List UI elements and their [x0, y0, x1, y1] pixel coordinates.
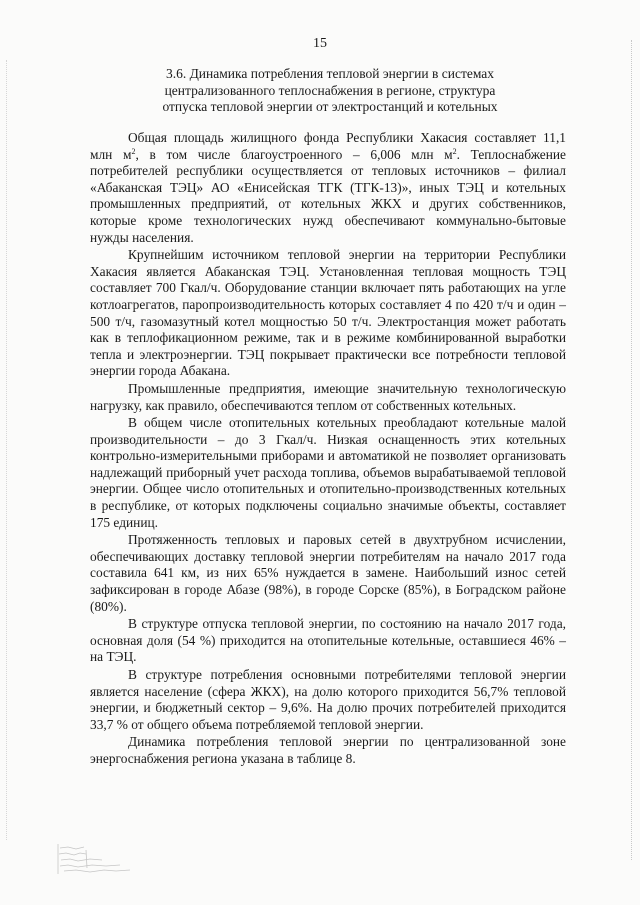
paragraph-housing-stock-part-b: , в том числе благоустроенного – 6,006 млн м — [135, 146, 453, 162]
superscript-2: 2 — [131, 146, 136, 156]
paragraph-abakan-tec: Крупнейшим источником тепловой энергии на территории Республики Хакасия является Абаканская ТЭЦ. Установленная тепловая мощность ТЭЦ составляет 700 Гкал/ч. Оборудование станции включает пять работающих на угле котлоагрегатов, паропроизводительность которых составляет 4 по 420 т/ч и один – 500 т/ч, газомазутный котел мощностью 50 т/ч. Электростанция может работать как в теплофикационном режиме, так и в режиме комбинированной выработки тепла и электроэнергии. ТЭЦ покрывает практически все потребности тепловой энергии города Абакана. — [90, 247, 566, 379]
section-heading-line-3: отпуска тепловой энергии от электростанций и котельных — [162, 99, 498, 114]
paragraph-housing-stock — [90, 130, 566, 246]
paragraph-heat-networks: Протяженность тепловых и паровых сетей в двухтрубном исчислении, обеспечивающих доставку тепловой энергии потребителям на начало 2017 года составила 641 км, из них 65% нуждается в замене. Наибольший износ сетей зафиксирован в городе Абазе (98%), в городе Сорске (85%), в Боградском районе (80%). — [90, 532, 566, 614]
paragraph-housing-stock-part-a: Общая площадь жилищного фонда Республики Хакасия составляет 11,1 млн м — [90, 130, 566, 162]
superscript-2: 2 — [452, 146, 457, 156]
scan-edge-left — [6, 60, 8, 840]
section-heading — [130, 66, 530, 116]
faint-stamp-mark — [56, 838, 144, 876]
paragraph-boiler-houses: В общем числе отопительных котельных преобладают котельные малой производительности – до 3 Гкал/ч. Низкая оснащенность этих котельных контрольно-измерительными приборами и автоматикой не позволяет организовать надлежащий приборный учет расхода топлива, объемов вырабатываемой тепловой энергии. Общее число отопительных и отопительно-производственных котельных в республике, от которых подключены социально значимые объекты, составляет 175 единиц. — [90, 415, 566, 530]
section-heading-line-2: централизованного теплоснабжения в регионе, структура — [164, 82, 496, 98]
paragraph-table-reference: Динамика потребления тепловой энергии по централизованной зоне энергоснабжения региона указана в таблице 8. — [90, 734, 566, 766]
page-number: 15 — [313, 36, 327, 51]
paragraph-supply-structure: В структуре отпуска тепловой энергии, по состоянию на начало 2017 года, основная доля (54 %) приходится на отопительные котельные, оставшиеся 46% – на ТЭЦ. — [90, 616, 566, 665]
section-heading-line-1: 3.6. Динамика потребления тепловой энергии в системах — [165, 66, 495, 81]
paragraph-consumption-structure: В структуре потребления основными потребителями тепловой энергии является население (сфера ЖКХ), на долю которого приходится 56,7% тепловой энергии, и бюджетный сектор – 9,6%. На долю прочих потребителей приходится 33,7 % от общего объема потребляемой тепловой энергии. — [90, 667, 566, 732]
scan-edge-right — [630, 40, 632, 860]
body-text — [90, 130, 566, 768]
paragraph-housing-stock-part-c: . Теплоснабжение потребителей республики осуществляется от тепловых источников – филиал «Абаканская ТЭЦ» АО «Енисейская ТГК (ТГК-13)», иных ТЭЦ и котельных промышленных предприятий, от котельных ЖКХ и других собственников, которые кроме технологических нужд обеспечивают коммунально-бытовые нужды населения. — [90, 146, 566, 245]
paragraph-industrial: Промышленные предприятия, имеющие значительную технологическую нагрузку, как правило, обеспечиваются теплом от собственных котельных. — [90, 380, 566, 413]
